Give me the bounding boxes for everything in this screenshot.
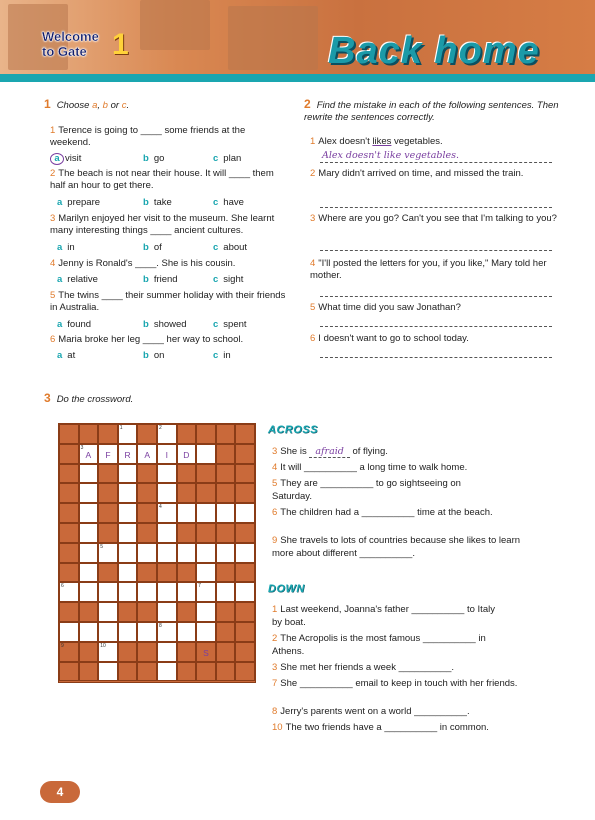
answer-line[interactable]	[320, 207, 552, 208]
crossword-block	[235, 642, 255, 662]
option-text: showed	[153, 319, 187, 330]
cell-letter: A	[144, 449, 150, 460]
crossword-cell[interactable]	[137, 622, 157, 642]
crossword-cell[interactable]	[157, 662, 177, 682]
handwritten-answer: afraid	[309, 446, 350, 458]
handwritten-answer: Alex doesn't like vegetables.	[322, 150, 460, 161]
crossword-block	[137, 662, 157, 682]
sentence-text: Where are you go? Can't you see that I'm talking to you?	[318, 213, 557, 224]
clue-text: The two friends have a __________ in common.	[285, 722, 489, 733]
crossword-block	[59, 503, 79, 523]
crossword-block	[177, 563, 197, 583]
crossword-cell[interactable]	[235, 582, 255, 602]
crossword-block	[216, 662, 236, 682]
crossword-cell[interactable]	[79, 464, 99, 484]
question-number: 5	[50, 290, 56, 301]
option-b[interactable]: b friend	[143, 274, 178, 285]
crossword-cell[interactable]	[79, 582, 99, 602]
crossword-cell[interactable]	[177, 444, 197, 464]
crossword-block	[177, 662, 197, 682]
crossword-cell[interactable]	[157, 523, 177, 543]
crossword-cell[interactable]	[137, 444, 157, 464]
section1-heading	[44, 98, 129, 112]
crossword-block	[137, 523, 157, 543]
crossword-block	[137, 563, 157, 583]
crossword-cell[interactable]	[79, 622, 99, 642]
section2-heading	[304, 98, 559, 124]
crossword-block	[98, 424, 118, 444]
crossword-cell[interactable]	[118, 424, 138, 444]
page-title: Back home	[328, 30, 540, 72]
option-text: visit	[65, 153, 82, 164]
question	[50, 258, 286, 270]
question	[50, 168, 286, 192]
crossword-block	[98, 464, 118, 484]
crossword-cell[interactable]	[196, 582, 216, 602]
page-number: 4	[40, 781, 80, 803]
across-clue	[272, 507, 502, 520]
crossword-cell[interactable]	[98, 602, 118, 622]
sentence	[310, 168, 560, 180]
sentence	[310, 258, 560, 282]
answer-line[interactable]	[320, 296, 552, 297]
crossword-block	[235, 563, 255, 583]
crossword-block	[216, 563, 236, 583]
option-text: plan	[223, 153, 242, 164]
option-text: go	[153, 153, 165, 164]
clue-number: 10	[272, 722, 283, 733]
option-text: on	[153, 350, 165, 361]
clue-number: 8	[272, 706, 278, 717]
cell-letter: S	[203, 647, 209, 658]
crossword-cell[interactable]	[235, 503, 255, 523]
crossword-cell[interactable]	[137, 582, 157, 602]
option-text: found	[67, 319, 92, 330]
option-a[interactable]: a in	[57, 242, 75, 253]
crossword-cell[interactable]	[98, 444, 118, 464]
crossword-cell[interactable]	[216, 503, 236, 523]
sentence	[310, 213, 560, 225]
crossword-block	[137, 602, 157, 622]
crossword-block	[196, 642, 216, 662]
crossword-block	[137, 503, 157, 523]
crossword-block	[196, 424, 216, 444]
crossword-block	[137, 483, 157, 503]
question	[50, 334, 286, 346]
crossword-cell[interactable]	[79, 563, 99, 583]
welcome-text: Welcome	[42, 29, 99, 44]
cell-number: 1	[119, 425, 123, 431]
clue-text: of flying.	[349, 446, 388, 457]
question-number: 2	[50, 168, 56, 179]
crossword-cell[interactable]	[98, 543, 118, 563]
crossword-cell[interactable]	[98, 622, 118, 642]
cell-letter: I	[165, 449, 168, 460]
crossword-block	[79, 642, 99, 662]
section-number: 3	[44, 391, 51, 405]
crossword-block	[98, 523, 118, 543]
question-text: Maria broke her leg ____ her way to school.	[58, 334, 244, 345]
unit-label	[42, 29, 99, 59]
crossword-cell[interactable]	[196, 602, 216, 622]
crossword-block	[59, 523, 79, 543]
across-clue	[272, 446, 522, 459]
crossword-cell[interactable]	[118, 622, 138, 642]
crossword-block	[79, 424, 99, 444]
answer-line[interactable]	[320, 326, 552, 327]
cell-number: 7	[198, 583, 201, 590]
option-a[interactable]: a found	[57, 319, 92, 330]
crossword-block	[216, 602, 236, 622]
option-text: have	[223, 197, 244, 208]
gate-text: to Gate	[42, 44, 87, 59]
cell-letter: A	[85, 449, 92, 460]
sentence-number: 6	[310, 333, 316, 344]
mistake-word: likes	[372, 136, 392, 147]
across-clue	[272, 478, 502, 503]
question-text: The beach is not near their house. It will ____ them half an hour to get there.	[50, 168, 274, 191]
crossword-cell[interactable]	[98, 582, 118, 602]
answer-line[interactable]	[320, 250, 552, 251]
clue-number: 2	[272, 633, 278, 644]
sentence-number: 5	[310, 302, 316, 313]
header-strip	[0, 74, 595, 82]
section-number: 2	[304, 97, 311, 111]
crossword-block	[216, 424, 236, 444]
down-clue	[272, 722, 522, 735]
crossword-block	[98, 483, 118, 503]
option-b[interactable]: b on	[143, 350, 165, 361]
crossword-cell[interactable]	[177, 622, 197, 642]
crossword-block	[177, 464, 197, 484]
crossword-block	[196, 464, 216, 484]
crossword-block	[59, 444, 79, 464]
option-c[interactable]: c plan	[213, 153, 242, 164]
crossword-cell[interactable]	[59, 622, 79, 642]
question-text: Terence is going to ____ some friends at the weekend.	[50, 125, 246, 148]
clue-text: She met her friends a week __________.	[280, 662, 455, 673]
crossword-cell[interactable]	[157, 483, 177, 503]
clue-text: Last weekend, Joanna's father __________ to Italy by boat.	[272, 604, 495, 628]
option-b[interactable]: b take	[143, 197, 172, 208]
crossword-block	[118, 662, 138, 682]
sentence-text: Mary didn't arrived on time, and missed the train.	[318, 168, 524, 179]
sentence-number: 4	[310, 258, 316, 269]
option-b[interactable]: b of	[143, 242, 162, 253]
section-instruction: Choose a, b or c.	[56, 100, 130, 111]
option-text: spent	[223, 319, 247, 330]
header-photo	[140, 0, 210, 50]
crossword-cell[interactable]	[216, 582, 236, 602]
option-c[interactable]: c in	[213, 350, 231, 361]
crossword-cell[interactable]	[98, 662, 118, 682]
across-clue	[272, 462, 522, 475]
clue-number: 1	[272, 604, 278, 615]
crossword-block	[216, 444, 236, 464]
down-clue	[272, 706, 522, 719]
clue-number: 6	[272, 507, 278, 518]
sentence-text: "I'll posted the letters for you, if you like," Mary told her mother.	[310, 258, 547, 281]
clue-text: The children had a __________ time at the beach.	[280, 507, 493, 518]
crossword-block	[59, 602, 79, 622]
clue-number: 9	[272, 535, 278, 546]
crossword-block	[177, 642, 197, 662]
crossword-block	[216, 464, 236, 484]
crossword-cell[interactable]	[59, 582, 79, 602]
cell-number: 2	[158, 425, 162, 431]
sentence-number: 1	[310, 136, 316, 147]
clue-number: 7	[272, 678, 278, 689]
crossword-block	[59, 464, 79, 484]
crossword-cell[interactable]	[216, 543, 236, 563]
answer-line[interactable]	[320, 357, 552, 358]
option-text: friend	[153, 274, 178, 285]
crossword-block	[177, 602, 197, 622]
crossword-cell[interactable]	[118, 563, 138, 583]
option-b[interactable]: b go	[143, 153, 165, 164]
unit-number: 1	[112, 28, 129, 61]
section-instruction: Find the mistake in each of the following sentences. Then rewrite the sentences correctly.	[304, 100, 559, 123]
option-a[interactable]: a relative	[57, 274, 98, 285]
crossword-cell[interactable]	[177, 543, 197, 563]
question-number: 4	[50, 258, 56, 269]
sentence	[310, 136, 560, 148]
crossword-block	[177, 424, 197, 444]
crossword-cell[interactable]	[157, 503, 177, 523]
section3-heading	[44, 392, 133, 406]
crossword-cell[interactable]	[157, 582, 177, 602]
crossword-cell[interactable]	[157, 444, 177, 464]
crossword-block	[235, 464, 255, 484]
crossword-block	[59, 424, 79, 444]
crossword-block	[59, 563, 79, 583]
option-a[interactable]: a at	[57, 350, 76, 361]
crossword-cell[interactable]	[177, 503, 197, 523]
crossword-block	[137, 464, 157, 484]
option-c[interactable]: c spent	[213, 319, 247, 330]
clue-number: 5	[272, 478, 278, 489]
option-text: sight	[223, 274, 244, 285]
option-c[interactable]: c have	[213, 197, 244, 208]
crossword-cell[interactable]	[157, 464, 177, 484]
section-instruction: Do the crossword.	[56, 394, 134, 405]
crossword-cell[interactable]	[157, 642, 177, 662]
option-text: in	[223, 350, 231, 361]
section-number: 1	[44, 97, 51, 111]
cell-number: 3	[80, 444, 84, 451]
crossword-cell[interactable]	[177, 582, 197, 602]
crossword-cell[interactable]	[118, 483, 138, 503]
crossword-block	[137, 424, 157, 444]
clue-text: The Acropolis is the most famous __________ in Athens.	[272, 633, 486, 657]
option-a[interactable]: a prepare	[57, 197, 101, 208]
crossword-grid	[58, 423, 256, 683]
option-b[interactable]: b showed	[143, 319, 187, 330]
cell-number: 5	[100, 543, 103, 550]
crossword-block	[235, 602, 255, 622]
cell-letter: D	[183, 449, 190, 460]
crossword-cell[interactable]	[196, 543, 216, 563]
crossword-cell[interactable]	[235, 543, 255, 563]
sentence-text: I doesn't want to go to school today.	[318, 333, 469, 344]
cell-number: 6	[61, 583, 64, 590]
crossword-cell[interactable]	[118, 543, 138, 563]
sentence	[310, 302, 560, 314]
clue-text: She __________ email to keep in touch with her friends.	[280, 678, 518, 689]
option-text: of	[153, 242, 162, 253]
clue-text: She is	[280, 446, 310, 457]
cell-letter: F	[105, 449, 111, 460]
crossword-block	[177, 483, 197, 503]
across-heading: ACROSS	[268, 424, 319, 436]
sentence-text: Alex doesn't	[318, 136, 373, 147]
down-clue	[272, 662, 522, 675]
sentence-text: What time did you saw Jonathan?	[318, 302, 461, 313]
crossword-cell[interactable]	[79, 483, 99, 503]
crossword-cell[interactable]	[196, 563, 216, 583]
clue-number: 3	[272, 446, 278, 457]
crossword-cell[interactable]	[79, 444, 99, 464]
crossword-cell[interactable]	[137, 543, 157, 563]
clue-text: They are __________ to go sightseeing on Saturday.	[272, 478, 461, 502]
crossword-block	[196, 662, 216, 682]
crossword-cell[interactable]	[157, 424, 177, 444]
option-text: take	[153, 197, 172, 208]
crossword-cell[interactable]	[118, 444, 138, 464]
crossword-block	[59, 483, 79, 503]
crossword-block	[196, 523, 216, 543]
option-c[interactable]: c about	[213, 242, 248, 253]
question-number: 1	[50, 125, 56, 136]
crossword-block	[118, 602, 138, 622]
question	[50, 290, 286, 314]
down-clue	[272, 604, 504, 629]
crossword-block	[118, 642, 138, 662]
question-text: The twins ____ their summer holiday with their friends in Australia.	[50, 290, 286, 313]
question-text: Marilyn enjoyed her visit to the museum. She learnt many interesting things ____ ancient cultures.	[50, 213, 275, 236]
down-clue	[272, 633, 504, 658]
crossword-cell[interactable]	[196, 622, 216, 642]
option-c[interactable]: c sight	[213, 274, 244, 285]
down-heading: DOWN	[268, 583, 305, 595]
crossword-block	[98, 563, 118, 583]
clue-text: It will __________ a long time to walk home.	[280, 462, 468, 473]
cell-letter: R	[124, 449, 131, 460]
question	[50, 213, 290, 237]
crossword-cell[interactable]	[118, 523, 138, 543]
crossword-cell[interactable]	[118, 503, 138, 523]
option-text: prepare	[67, 197, 101, 208]
selected-circle: a	[50, 153, 64, 165]
sentence	[310, 333, 560, 345]
cell-number: 8	[158, 622, 162, 629]
option-text: in	[67, 242, 75, 253]
crossword-cell[interactable]	[118, 464, 138, 484]
crossword-cell[interactable]	[157, 543, 177, 563]
question-number: 6	[50, 334, 56, 345]
crossword-block	[98, 503, 118, 523]
crossword-block	[137, 642, 157, 662]
crossword-cell[interactable]	[157, 622, 177, 642]
cell-number: 10	[100, 642, 106, 649]
crossword-cell[interactable]	[79, 503, 99, 523]
crossword-block	[235, 662, 255, 682]
crossword-block	[157, 563, 177, 583]
crossword-block	[235, 483, 255, 503]
crossword-block	[59, 662, 79, 682]
option-text: about	[223, 242, 248, 253]
crossword-block	[216, 622, 236, 642]
crossword-block	[216, 483, 236, 503]
crossword-block	[235, 622, 255, 642]
crossword-block	[216, 523, 236, 543]
clue-text: She travels to lots of countries because she likes to learn more about different __________.	[272, 535, 521, 559]
header-photo	[228, 6, 318, 70]
clue-number: 3	[272, 662, 278, 673]
sentence-number: 2	[310, 168, 316, 179]
question	[50, 125, 286, 149]
answer-line[interactable]	[320, 162, 552, 163]
crossword-cell[interactable]	[79, 543, 99, 563]
sentence-number: 3	[310, 213, 316, 224]
crossword-block	[59, 543, 79, 563]
clue-number: 4	[272, 462, 278, 473]
question-number: 3	[50, 213, 56, 224]
crossword-block	[235, 523, 255, 543]
crossword-block	[216, 642, 236, 662]
crossword-cell[interactable]	[196, 503, 216, 523]
crossword-cell[interactable]	[98, 642, 118, 662]
crossword-cell[interactable]	[79, 523, 99, 543]
down-clue	[272, 678, 522, 691]
crossword-cell[interactable]	[118, 582, 138, 602]
clue-text: Jerry's parents went on a world __________.	[280, 706, 470, 717]
option-a[interactable]	[50, 153, 81, 165]
crossword-block	[235, 424, 255, 444]
crossword-block	[59, 642, 79, 662]
crossword-block	[79, 662, 99, 682]
question-text: Jenny is Ronald's ____. She is his cousin.	[58, 258, 236, 269]
sentence-text: vegetables.	[391, 136, 443, 147]
across-clue	[272, 535, 522, 560]
crossword-block	[79, 602, 99, 622]
crossword-block	[177, 523, 197, 543]
cell-number: 9	[61, 642, 64, 649]
option-text: relative	[67, 274, 98, 285]
crossword-block	[235, 444, 255, 464]
option-text: at	[67, 350, 76, 361]
crossword-cell[interactable]	[157, 602, 177, 622]
cell-number: 4	[158, 504, 162, 511]
crossword-block	[196, 483, 216, 503]
crossword-cell[interactable]	[196, 444, 216, 464]
